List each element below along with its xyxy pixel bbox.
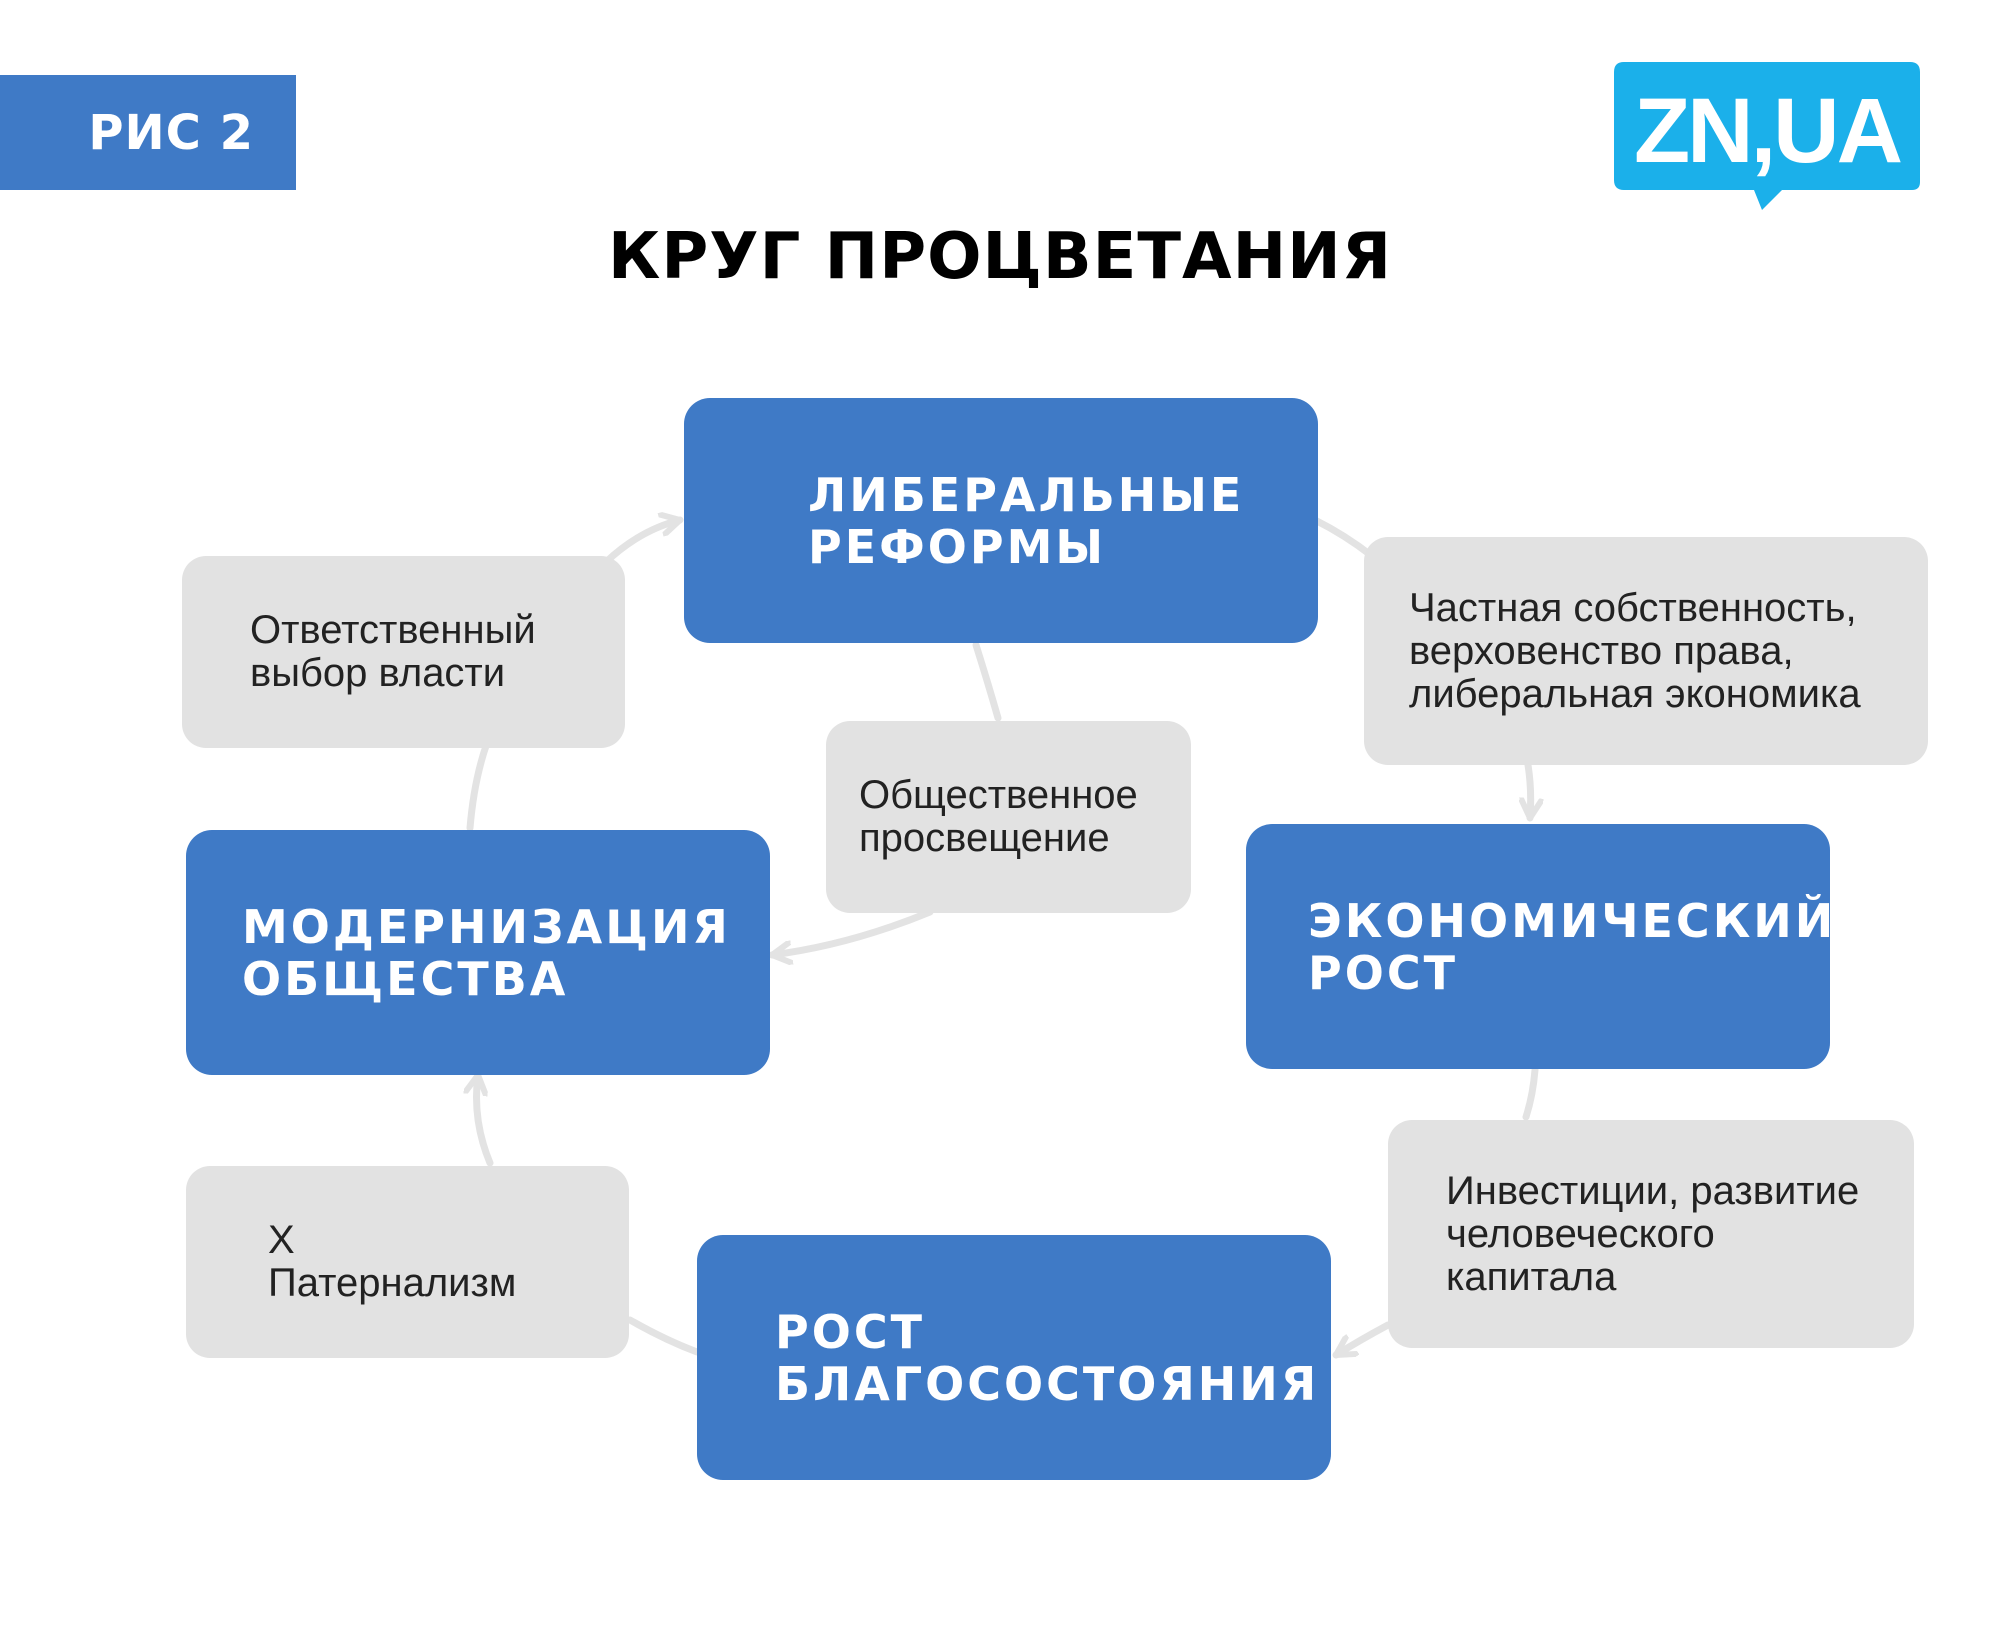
note-private-property	[1364, 537, 1928, 765]
arrow-growth-to-investment	[1526, 1070, 1535, 1117]
logo-text: ZN,UA	[1633, 80, 1901, 182]
diagram-title: КРУГ ПРОЦВЕТАНИЯ	[608, 220, 1392, 294]
note-line: Общественное	[859, 773, 1138, 817]
note-line: либеральная экономика	[1409, 671, 1861, 716]
stage-label-line: РОСТ	[1308, 945, 1458, 1000]
note-investment	[1388, 1120, 1914, 1348]
note-line: Инвестиции, развитие	[1446, 1168, 1860, 1213]
stage-welfare-growth	[697, 1235, 1331, 1480]
note-line: Патернализм	[268, 1261, 517, 1305]
stage-liberal-reforms	[684, 398, 1318, 643]
note-paternalism	[186, 1166, 629, 1358]
arrow-reforms-to-enlightenment	[976, 645, 998, 718]
note-responsible-choice	[182, 556, 625, 748]
note-line: X	[268, 1218, 295, 1262]
stage-modernization	[186, 830, 770, 1075]
note-line: капитала	[1446, 1254, 1617, 1299]
arrow-choice-to-reforms	[606, 520, 680, 562]
arrow-welfare-to-paternalism	[630, 1320, 697, 1352]
note-line: верховенство права,	[1409, 628, 1794, 673]
stage-label-line: МОДЕРНИЗАЦИЯ	[242, 899, 731, 954]
arrow-property-to-growth	[1528, 765, 1531, 818]
figure-tag: РИС 2	[0, 75, 296, 190]
stage-label-line: РОСТ	[775, 1304, 925, 1359]
arrow-investment-to-welfare	[1336, 1325, 1388, 1355]
note-line: просвещение	[859, 816, 1110, 860]
stage-label-line: РЕФОРМЫ	[808, 519, 1107, 574]
stage-economic-growth	[1246, 824, 1837, 1069]
note-line: выбор власти	[250, 651, 506, 695]
arrow-reforms-to-property	[1315, 520, 1372, 556]
note-line: Ответственный	[250, 608, 536, 652]
note-line: Частная собственность,	[1409, 585, 1857, 630]
arrow-modernization-to-choice	[470, 743, 487, 828]
stage-label-line: ЭКОНОМИЧЕСКИЙ	[1308, 893, 1837, 948]
stage-label-line: ОБЩЕСТВА	[242, 951, 569, 1006]
stage-label-line: ЛИБЕРАЛЬНЫЕ	[808, 467, 1245, 522]
arrow-paternalism-to-modernization	[477, 1075, 491, 1163]
arrow-enlightenment-to-modernization	[772, 912, 930, 955]
note-line: человеческого	[1446, 1211, 1715, 1256]
stage-label-line: БЛАГОСОСТОЯНИЯ	[775, 1356, 1320, 1411]
note-public-enlightenment	[826, 721, 1191, 913]
